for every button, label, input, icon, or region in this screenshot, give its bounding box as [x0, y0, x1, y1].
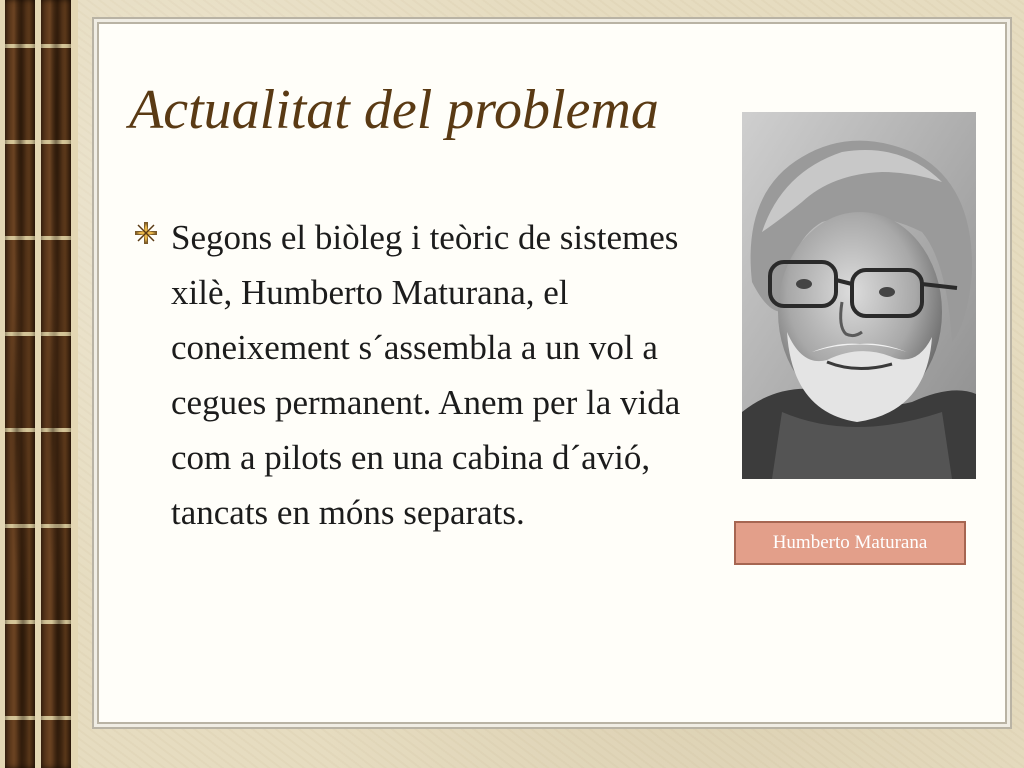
compass-star-bullet-icon [133, 220, 159, 246]
slide-title: Actualitat del problema [129, 79, 659, 141]
bullet-text: Segons el biòleg i teòric de sistemes xilè, Humberto Maturana, el coneixement s´assembla a un vol a cegues permanent. Anem per la vida com a pilots en una cabina d´avió, tancats en móns separats. [171, 218, 681, 532]
portrait-photo [742, 112, 976, 479]
slide-content-panel [97, 22, 1007, 724]
wood-strip-right [41, 0, 71, 768]
bullet-item [133, 210, 693, 540]
decorative-side-border [0, 0, 78, 768]
wood-strip-left [5, 0, 35, 768]
image-caption: Humberto Maturana [734, 521, 966, 565]
